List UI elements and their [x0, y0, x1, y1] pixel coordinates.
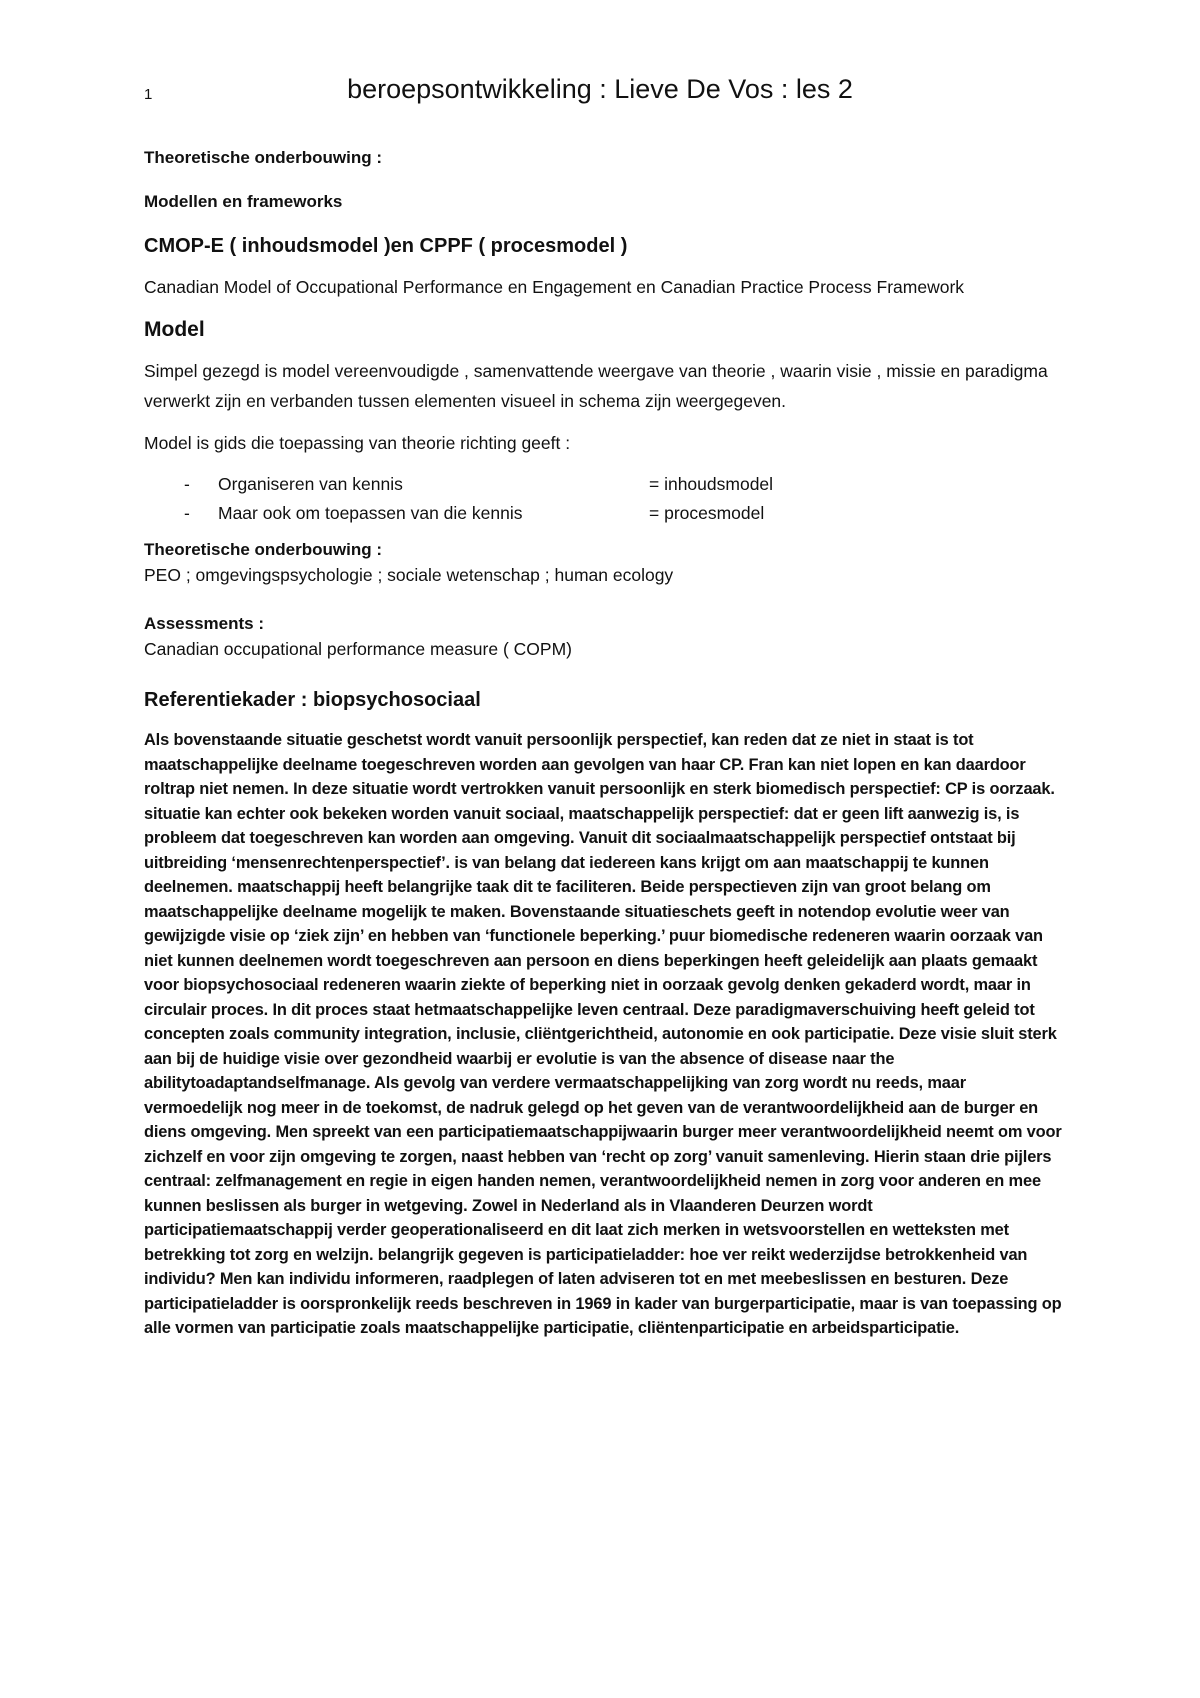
list-item-equals: = inhoudsmodel [649, 474, 774, 494]
model-subtitle: Canadian Model of Occupational Performance en Engagement en Canadian Practice Process Framework [144, 277, 965, 297]
model-guide: Model is gids die toepassing van theorie richting geeft : [144, 433, 571, 453]
page-number: 1 [144, 86, 153, 103]
list-item-equals: = procesmodel [649, 503, 765, 523]
model-title: CMOP-E ( inhoudsmodel )en CPPF ( procesmodel ) [144, 235, 628, 257]
reference-paragraph: Als bovenstaande situatie geschetst wordt vanuit persoonlijk perspectief, kan reden dat ze niet in staat is tot maatschappelijke deelname toegeschreven worden aan gevolgen van haar CP. Fran kan niet lopen en kan daardoor roltrap niet nemen. In deze situatie wordt vertrokken vanuit persoonlijk en sterk biomedisch perspectief: CP is oorzaak. situatie kan echter ook bekeken worden vanuit sociaal, maatschappelijk perspectief: dat er geen lift aanwezig is, is probleem dat toegeschreven kan worden aan omgeving. Vanuit dit sociaalmaatschappelijk perspectief ontstaat bij uitbreiding ‘mensenrechtenperspectief’. is van belang dat iedereen kans krijgt om aan maatschappij te kunnen deelnemen. maatschappij heeft belangrijke taak dit te faciliteren. Beide perspectieven zijn van groot belang om maatschappelijke deelname mogelijk te maken. Bovenstaande situatieschets geeft in notendop evolutie weer van gewijzigde visie op ‘ziek zijn’ en hebben van ‘functionele beperking.’ puur biomedische redeneren waarin oorzaak van niet kunnen deelnemen wordt toegeschreven aan persoon en diens beperkingen heeft geleidelijk aan plaats gemaakt voor biopsychosociaal redeneren waarin ziekte of beperking niet in oorzaak gevolg denken gekaderd wordt, maar in circulair proces. In dit proces staat hetmaatschappelijke leven centraal. Deze paradigmaverschuiving heeft geleid tot concepten zoals community integration, inclusie, cliëntgerichtheid, autonomie en ook participatie. Deze visie sluit sterk aan bij de huidige visie over gezondheid waarbij er evolutie is van the absence of disease naar the abilitytoadaptandselfmanage. Als gevolg van verdere vermaatschappelijking van zorg wordt nu reeds, maar vermoedelijk nog meer in de toekomst, de nadruk gelegd op het geven van de verantwoordelijkheid aan de burger en diens omgeving. Men spreekt van een participatiemaatschappijwaarin burger meer verantwoordelijkheid neemt om voor zichzelf en voor zijn omgeving te zorgen, naast hebben van ‘recht op zorg’ vanuit samenleving. Hierin staan drie pijlers centraal: zelfmanagement en regie in eigen handen nemen, verantwoordelijkheid nemen in zorg voor anderen en mee kunnen beslissen als burger in wetgeving. Zowel in Nederland als in Vlaanderen Deurzen wordt participatiemaatschappij verder geoperationaliseerd en dit laat zich merken in wetsvoorstellen en wetteksten met betrekking tot zorg en welzijn. belangrijk gegeven is participatieladder: hoe ver reikt wederzijdse betrokkenheid van individu? Men kan individu informeren, raadplegen of laten adviseren tot en met meebeslissen en besturen. Deze participatieladder is oorspronkelijk reeds beschreven in 1969 in kader van burgerparticipatie, maar is van toepassing op alle vormen van participatie zoals maatschappelijke participatie, cliëntenparticipatie en arbeidsparticipatie. [144, 731, 1062, 1337]
theory-text: PEO ; omgevingspsychologie ; sociale wetenschap ; human ecology [144, 565, 674, 585]
list-dash: - [184, 474, 190, 494]
frameworks-heading: Modellen en frameworks [144, 192, 343, 211]
model-list [144, 470, 1064, 528]
model-definition: Simpel gezegd is model vereenvoudigde , samenvattende weergave van theorie , waarin visie , missie en paradigma verwerkt zijn en verbanden tussen elementen visueel in schema zijn weergegeven. [144, 361, 1048, 411]
theory-heading-1: Theoretische onderbouwing : [144, 148, 383, 167]
reference-heading: Referentiekader : biopsychosociaal [144, 689, 481, 711]
list-item [144, 470, 1064, 499]
assessments-text: Canadian occupational performance measure ( COPM) [144, 639, 572, 659]
assessments-heading: Assessments : [144, 614, 265, 633]
list-item-text: Organiseren van kennis [218, 474, 403, 494]
list-dash: - [184, 503, 190, 523]
document-body [144, 146, 1064, 1341]
theory-heading-2: Theoretische onderbouwing : [144, 540, 383, 559]
model-heading: Model [144, 318, 205, 341]
document-title: beroepsontwikkeling : Lieve De Vos : les 2 [347, 74, 853, 104]
list-item [144, 499, 1064, 528]
list-item-text: Maar ook om toepassen van die kennis [218, 503, 523, 523]
